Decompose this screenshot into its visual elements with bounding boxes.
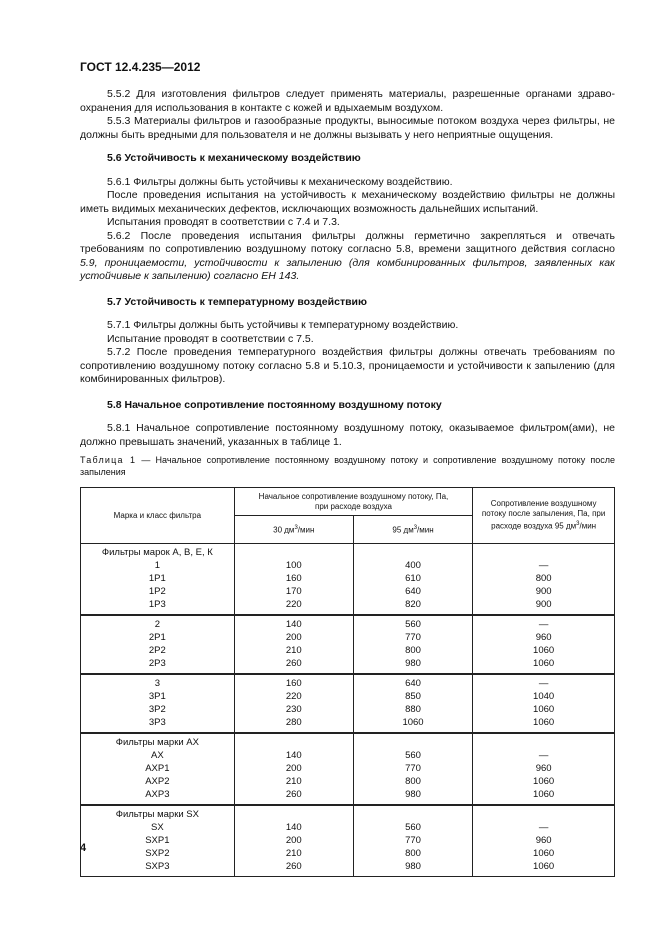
cell-line: 260: [285, 861, 302, 872]
table-cell-v30: [234, 733, 353, 805]
cell-line: АХР1: [145, 763, 170, 774]
table-cell-v95: [353, 805, 472, 877]
table-cell-brand: [81, 544, 235, 616]
cell-line: 100: [285, 560, 302, 571]
cell-line: 200: [285, 835, 302, 846]
cell-line: SXP3: [145, 861, 170, 872]
cell-line: Фильтры марок А, В, Е, К: [101, 547, 213, 558]
cell-line: 1: [154, 560, 160, 571]
cell-line: 640: [405, 678, 421, 689]
cell-line: 960: [535, 763, 552, 774]
cell-line: 1060: [533, 861, 555, 872]
cell-line: 800: [535, 573, 552, 584]
cell-line: 1060: [533, 704, 555, 715]
table-cell-brand: [81, 674, 235, 733]
cell-line: [354, 546, 472, 559]
cell-line: —: [538, 560, 549, 571]
table-cell-v30: [234, 544, 353, 616]
para-5-8-1: 5.8.1 Начальное сопротивление постоянному воздушному потоку, оказываемое фильтром(ами), не должно превышать значений, указанных в таблице 1.: [80, 422, 615, 448]
unit-superscript: 3: [413, 525, 418, 532]
cell-line: [473, 736, 614, 749]
table-cell-brand: [81, 733, 235, 805]
cell-line: —: [538, 619, 549, 630]
table-cell-dust: [473, 805, 615, 877]
cell-line: 1Р2: [148, 586, 166, 597]
cell-line: [473, 546, 614, 559]
cell-line: 2Р1: [148, 632, 166, 643]
page-number: 4: [80, 842, 87, 854]
cell-line: 230: [285, 704, 302, 715]
cell-line: 280: [285, 717, 302, 728]
table-row: [81, 733, 615, 805]
table-cell-v30: [234, 674, 353, 733]
cell-line: 260: [285, 789, 302, 800]
cell-line: 1060: [533, 776, 555, 787]
cell-line: АХР3: [145, 789, 170, 800]
cell-line: 980: [405, 861, 421, 872]
cell-line: 640: [405, 586, 421, 597]
table-cell-brand: [81, 615, 235, 674]
cell-line: 3Р3: [148, 717, 166, 728]
unit-tail: /мин: [297, 525, 315, 535]
cell-line: 260: [285, 658, 302, 669]
cell-line: 210: [285, 645, 302, 656]
col-30-label: 30 дм: [273, 525, 295, 535]
table-cell-v95: [353, 544, 472, 616]
heading-5-8: 5.8 Начальное сопротивление постоянному воздушному потоку: [107, 398, 442, 411]
col-header-95: [353, 516, 472, 544]
table-cell-v30: [234, 615, 353, 674]
heading-5-6: 5.6 Устойчивость к механическому воздействию: [107, 152, 361, 164]
table-row: [81, 674, 615, 733]
table-cell-dust: [473, 733, 615, 805]
table-cell-v95: [353, 615, 472, 674]
col-header-dust-text: Сопротивление воздушному потоку после запыления, Па, при расходе воздуха: [481, 499, 606, 531]
cell-line: 560: [405, 822, 421, 833]
heading-5-7: 5.7 Устойчивость к температурному воздействию: [107, 295, 367, 308]
cell-line: [235, 808, 353, 821]
cell-line: 1040: [533, 691, 555, 702]
table-cell-dust: [473, 615, 615, 674]
cell-line: АХР2: [145, 776, 170, 787]
cell-line: 800: [405, 776, 421, 787]
table-row: [81, 805, 615, 877]
cell-line: Фильтры марки SX: [115, 809, 199, 820]
table-cell-dust: [473, 544, 615, 616]
table-cell-dust: [473, 674, 615, 733]
cell-line: АХ: [151, 750, 164, 761]
cell-line: 3: [154, 678, 160, 689]
unit-superscript: 3: [576, 521, 580, 528]
cell-line: 800: [405, 848, 421, 859]
table-cell-brand: [81, 805, 235, 877]
cell-line: 220: [285, 599, 302, 610]
cell-line: 2Р3: [148, 658, 166, 669]
cell-line: 900: [535, 599, 552, 610]
cell-line: 160: [285, 573, 302, 584]
para-5-6-1-b: После проведения испытания на устойчивость к механическому воздействию фильтры не должны иметь видимых механических дефектов, исключающих возможность дальнейших испытаний.: [80, 189, 615, 215]
cell-line: 210: [285, 776, 302, 787]
cell-line: 2: [154, 619, 160, 630]
table-caption-label: Таблица 1: [80, 455, 137, 465]
col-header-dust: [473, 488, 615, 544]
table-cell-v95: [353, 674, 472, 733]
cell-line: 610: [405, 573, 421, 584]
cell-line: 400: [405, 560, 421, 571]
cell-line: 210: [285, 848, 302, 859]
table-cell-v30: [234, 805, 353, 877]
cell-line: 140: [285, 822, 302, 833]
cell-line: 980: [405, 789, 421, 800]
cell-line: 1060: [533, 789, 555, 800]
para-5-6-1: 5.6.1 Фильтры должны быть устойчивы к механическому воздействию.: [107, 175, 453, 188]
cell-line: 560: [405, 750, 421, 761]
cell-line: 1Р1: [148, 573, 166, 584]
col-header-30: [234, 516, 353, 544]
cell-line: 3Р2: [148, 704, 166, 715]
cell-line: 820: [405, 599, 421, 610]
table-row: [81, 544, 615, 616]
table-caption: [80, 455, 615, 478]
cell-line: 3Р1: [148, 691, 166, 702]
cell-line: 980: [405, 658, 421, 669]
cell-line: [354, 808, 472, 821]
para-5-6-1-c: Испытания проводят в соответствии с 7.4 и 7.3.: [107, 216, 340, 228]
para-5-6-2: [80, 230, 615, 284]
cell-line: 900: [535, 586, 552, 597]
para-5-5-2: 5.5.2 Для изготовления фильтров следует применять материалы, разрешенные органами здраво-охранения для использования в контакте с кожей и вдыхаемым воздухом.: [80, 88, 615, 114]
cell-line: 170: [285, 586, 302, 597]
cell-line: 140: [285, 750, 302, 761]
cell-line: 1060: [533, 848, 555, 859]
col-header-dust-unit-95: 95 дм: [554, 521, 577, 531]
cell-line: 1060: [533, 658, 555, 669]
cell-line: 850: [405, 691, 421, 702]
table-caption-text: — Начальное сопротивление постоянному воздушному потоку и сопротивление воздушному потоку после запыления: [80, 455, 615, 477]
col-header-initial: Начальное сопротивление воздушному потоку, Па, при расходе воздуха: [234, 488, 473, 516]
cell-line: 1Р3: [148, 599, 166, 610]
cell-line: 1060: [402, 717, 424, 728]
para-5-6-2-italic: 5.9, проницаемости, устойчивости к запылению (для комбинированных фильтров, заявленных как устойчивые к запылению) согласно ЕН 143.: [80, 256, 615, 282]
table-row: [81, 615, 615, 674]
table-body: [81, 544, 615, 877]
cell-line: 800: [405, 645, 421, 656]
cell-line: Фильтры марки АХ: [115, 737, 199, 748]
col-95-label: 95 дм: [392, 525, 414, 535]
col-header-brand: Марка и класс фильтра: [81, 488, 235, 544]
cell-line: —: [538, 750, 549, 761]
cell-line: 140: [285, 619, 302, 630]
cell-line: 200: [285, 763, 302, 774]
cell-line: 1060: [533, 645, 555, 656]
cell-line: —: [538, 678, 549, 689]
cell-line: 960: [535, 835, 552, 846]
table-cell-v95: [353, 733, 472, 805]
cell-line: [354, 736, 472, 749]
para-5-6-2-text: 5.6.2 После проведения испытания фильтры должны герметично закрепляться и отвечать требованиям по сопротивлению воздушному потоку согласно 5.8, времени защитного действия согласно: [80, 229, 615, 255]
content-body: [80, 88, 615, 877]
cell-line: [235, 736, 353, 749]
cell-line: 160: [285, 678, 302, 689]
cell-line: —: [538, 822, 549, 833]
resistance-table: [80, 487, 615, 877]
cell-line: 560: [405, 619, 421, 630]
cell-line: 770: [405, 632, 421, 643]
unit-superscript: 3: [294, 525, 298, 532]
standard-header: ГОСТ 12.4.235—2012: [80, 60, 201, 74]
para-5-5-3: 5.5.3 Материалы фильтров и газообразные продукты, выносимые потоком воздуха через фильтры, не должны быть вредными для пользователя и не должны вызывать у него неприятные ощущения.: [80, 115, 615, 141]
cell-line: 200: [285, 632, 302, 643]
cell-line: 770: [405, 763, 421, 774]
para-5-7-1-b: Испытание проводят в соответствии с 7.5.: [107, 332, 314, 345]
cell-line: 1060: [533, 717, 555, 728]
unit-tail: /мин: [417, 525, 434, 535]
cell-line: 880: [405, 704, 421, 715]
cell-line: 220: [285, 691, 302, 702]
cell-line: SXP1: [145, 835, 170, 846]
cell-line: [473, 808, 614, 821]
cell-line: SX: [151, 822, 164, 833]
unit-tail: /мин: [579, 521, 597, 531]
cell-line: [235, 546, 353, 559]
cell-line: 770: [405, 835, 421, 846]
cell-line: 2Р2: [148, 645, 166, 656]
para-5-7-1: 5.7.1 Фильтры должны быть устойчивы к температурному воздействию.: [107, 319, 459, 331]
cell-line: SXP2: [145, 848, 170, 859]
cell-line: 960: [535, 632, 552, 643]
para-5-7-2: 5.7.2 После проведения температурного воздействия фильтры должны отвечать требованиям по сопротивлению воздушному потоку согласно 5.8 и 5.10.3, проницаемости и устойчивости к запылению (для комбинированных фильтров).: [80, 346, 615, 385]
